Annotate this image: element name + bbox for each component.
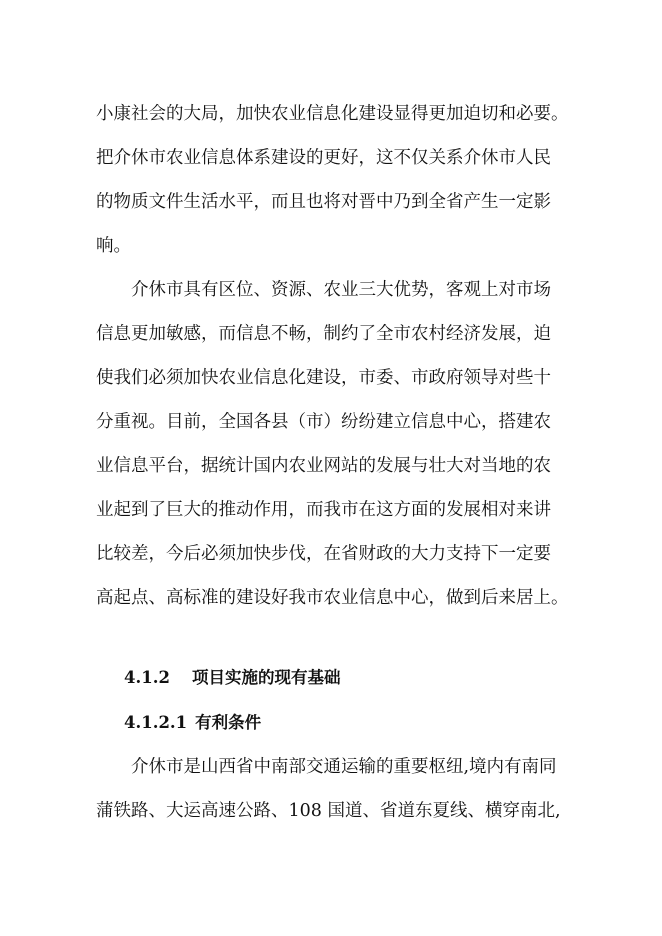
text-line: 把介休市农业信息体系建设的更好，这不仅关系介休市人民 xyxy=(96,148,551,168)
text-line: 使我们必须加快农业信息化建设，市委、市政府领导对些十 xyxy=(96,368,551,388)
text-line: 信息更加敏感，而信息不畅，制约了全市农村经济发展，迫 xyxy=(96,324,551,344)
text-line: 分重视。目前，全国各县（市）纷纷建立信息中心，搭建农 xyxy=(96,412,551,432)
subsection-heading xyxy=(124,715,261,732)
text-line: 比较差，今后必须加快步伐，在省财政的大力支持下一定要 xyxy=(96,544,551,564)
text-line: 介休市具有区位、资源、农业三大优势，客观上对市场 xyxy=(131,280,551,300)
section-heading xyxy=(124,670,340,687)
text-line: 响。 xyxy=(96,236,131,256)
text-line: 介休市是山西省中南部交通运输的重要枢纽,境内有南同 xyxy=(131,757,557,777)
text-line: 业起到了巨大的推动作用，而我市在这方面的发展相对来讲 xyxy=(96,500,551,520)
section-number: 4.1.2 xyxy=(124,668,170,687)
text-line: 蒲铁路、大运高速公路、108 国道、省道东夏线、横穿南北, xyxy=(96,801,561,821)
text-line: 高起点、高标准的建设好我市农业信息中心，做到后来居上。 xyxy=(96,588,569,608)
text-line: 业信息平台，据统计国内农业网站的发展与壮大对当地的农 xyxy=(96,456,551,476)
text-line: 的物质文件生活水平，而且也将对晋中乃到全省产生一定影 xyxy=(96,192,551,212)
text-line: 小康社会的大局，加快农业信息化建设显得更加迫切和必要。 xyxy=(96,104,569,124)
subsection-title: 有利条件 xyxy=(195,713,262,732)
section-title: 项目实施的现有基础 xyxy=(191,668,341,687)
subsection-number: 4.1.2.1 xyxy=(124,713,188,732)
